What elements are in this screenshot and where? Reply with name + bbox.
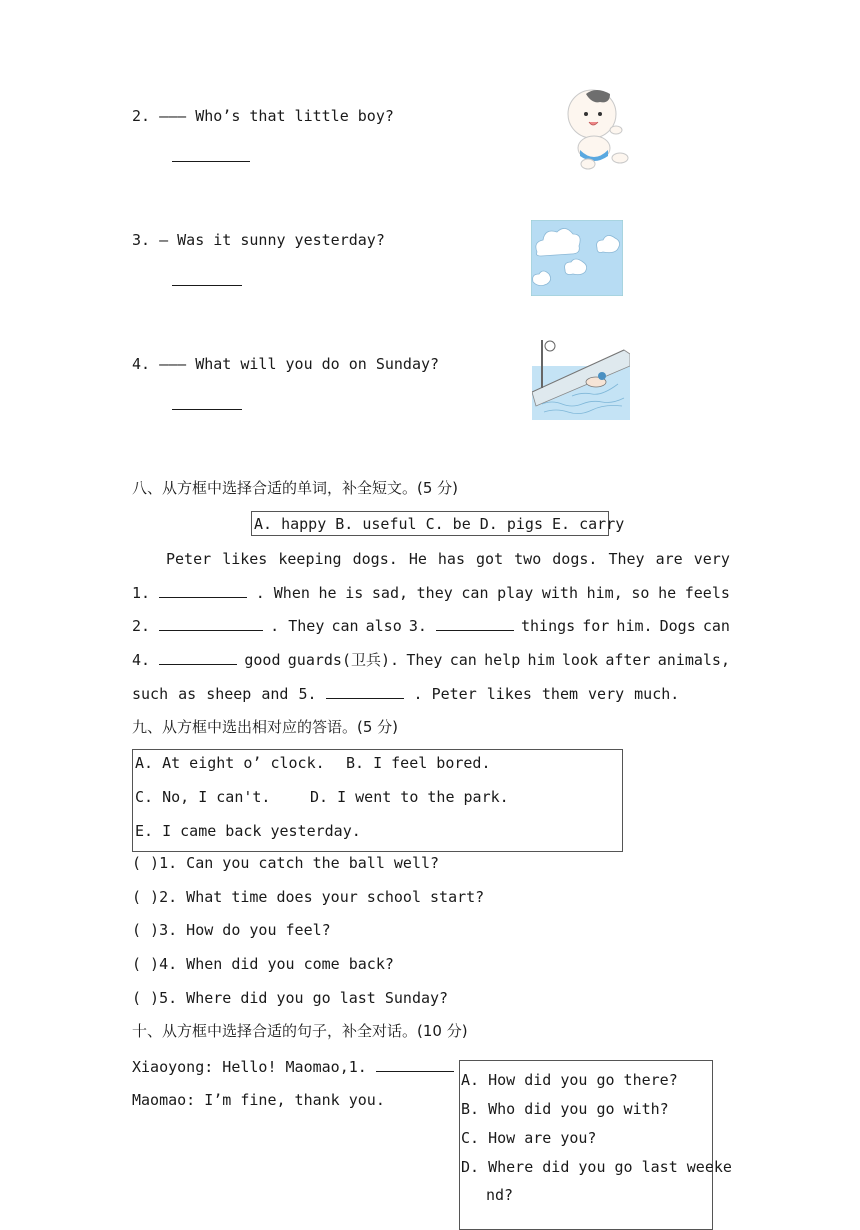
sentence-options-box — [459, 1060, 732, 1230]
word: with — [541, 583, 578, 602]
question-2-text: 2. ——— Who’s that little boy? — [132, 107, 394, 125]
match-question-4[interactable]: ( )4. When did you come back? — [132, 955, 394, 973]
word: and — [261, 684, 289, 703]
word: as — [178, 684, 197, 703]
option-b: B. I feel bored. — [346, 754, 491, 772]
word: guards(卫兵). — [287, 651, 400, 670]
word: such — [132, 684, 169, 703]
word: very — [693, 550, 730, 568]
word: They — [608, 550, 645, 568]
word: has — [437, 550, 465, 568]
blank-group-5 — [298, 684, 403, 704]
word: sad, — [371, 583, 409, 602]
passage-line-2 — [132, 583, 730, 603]
word: help — [484, 651, 521, 670]
word: feels — [684, 583, 730, 602]
passage-line-1 — [132, 549, 730, 569]
blank-number: 1. — [132, 583, 151, 602]
word: two — [514, 550, 542, 568]
sentence-option-a: A. How did you go there? — [461, 1071, 678, 1089]
question-4-text: 4. ——— What will you do on Sunday? — [132, 355, 440, 373]
cloudy-sky-picture — [531, 220, 623, 296]
sentence-option-d-continued: nd? — [486, 1186, 514, 1204]
word: they — [416, 583, 453, 602]
blank-number: 5. — [298, 684, 317, 703]
word: . Peter — [413, 684, 477, 703]
word: much. — [634, 684, 680, 703]
swimming-picture — [532, 336, 630, 420]
word: dogs. — [352, 550, 398, 568]
sentence-option-b: B. Who did you go with? — [461, 1100, 669, 1118]
word: sheep — [206, 684, 252, 703]
blank-number: 4. — [132, 651, 151, 670]
word: for — [582, 617, 610, 636]
passage-blank-2[interactable] — [159, 616, 263, 631]
passage-line-5 — [132, 684, 730, 704]
word: can — [449, 651, 477, 670]
blank-group-4 — [132, 650, 237, 670]
option-a: A. At eight o’ clock. — [135, 754, 325, 772]
word-box — [251, 511, 625, 536]
blank-group-2 — [132, 616, 263, 636]
dialogue-line-2: Maomao: I’m fine, thank you. — [132, 1091, 385, 1109]
baby-picture — [560, 84, 632, 174]
word: him, — [586, 583, 623, 602]
sentence-option-c: C. How are you? — [461, 1129, 597, 1147]
blank-group-1 — [132, 583, 247, 603]
word: after — [605, 651, 651, 670]
word: . When — [255, 583, 310, 602]
dialogue-blank-1[interactable] — [376, 1057, 454, 1072]
question-3-text: 3. — Was it sunny yesterday? — [132, 231, 385, 249]
word: They — [406, 651, 443, 670]
word: likes — [222, 550, 268, 568]
word: . They — [270, 617, 325, 636]
passage-blank-5[interactable] — [326, 684, 404, 699]
word: Peter — [166, 550, 212, 568]
word: can — [702, 617, 730, 636]
word: also — [365, 617, 402, 636]
word: are — [655, 550, 683, 568]
word: keeping — [278, 550, 342, 568]
word: good — [244, 651, 281, 670]
passage-line-3 — [132, 616, 730, 636]
word: likes — [486, 684, 532, 703]
match-question-3[interactable]: ( )3. How do you feel? — [132, 921, 331, 939]
word-box-text: A. happy B. useful C. be D. pigs E. carry — [254, 515, 625, 533]
match-question-2[interactable]: ( )2. What time does your school start? — [132, 888, 485, 906]
word: play — [497, 583, 534, 602]
section-9-title: 九、从方框中选出相对应的答语。(5 分) — [132, 718, 399, 736]
passage-blank-3[interactable] — [436, 616, 514, 631]
word: animals, — [657, 651, 730, 670]
word: him. — [616, 617, 653, 636]
word: Dogs — [659, 617, 696, 636]
section-8-title: 八、从方框中选择合适的单词，补全短文。(5 分) — [132, 479, 459, 497]
word: he — [318, 583, 337, 602]
dialogue-text-1: Xiaoyong: Hello! Maomao,1. — [132, 1058, 367, 1076]
passage-blank-4[interactable] — [159, 650, 237, 665]
answer-options-box — [132, 749, 623, 852]
answer-blank-3[interactable] — [172, 271, 242, 286]
word: him — [527, 651, 555, 670]
option-d: D. I went to the park. — [310, 788, 509, 806]
answer-blank-4[interactable] — [172, 395, 242, 410]
word: is — [345, 583, 364, 602]
word: can — [331, 617, 359, 636]
passage — [132, 549, 730, 717]
match-question-1[interactable]: ( )1. Can you catch the ball well? — [132, 854, 440, 872]
word: he — [658, 583, 677, 602]
passage-line-4 — [132, 650, 730, 670]
dialogue-line-1 — [132, 1057, 454, 1077]
sentence-option-d: D. Where did you go last weeke — [461, 1158, 732, 1176]
word: very — [588, 684, 625, 703]
word: so — [631, 583, 650, 602]
answer-blank-2[interactable] — [172, 147, 250, 162]
word: things — [520, 617, 576, 636]
match-question-5[interactable]: ( )5. Where did you go last Sunday? — [132, 989, 449, 1007]
option-e: E. I came back yesterday. — [135, 822, 361, 840]
section-10-title: 十、从方框中选择合适的句子，补全对话。(10 分) — [132, 1022, 468, 1040]
blank-number: 2. — [132, 617, 151, 636]
blank-number: 3. — [408, 617, 427, 636]
word: got — [476, 550, 504, 568]
word: dogs. — [552, 550, 598, 568]
word: look — [561, 651, 599, 670]
word: them — [541, 684, 579, 703]
word: He — [408, 550, 427, 568]
word: can — [461, 583, 489, 602]
option-c: C. No, I can't. — [135, 788, 271, 806]
blank-group-3 — [409, 616, 514, 636]
passage-blank-1[interactable] — [159, 583, 247, 598]
